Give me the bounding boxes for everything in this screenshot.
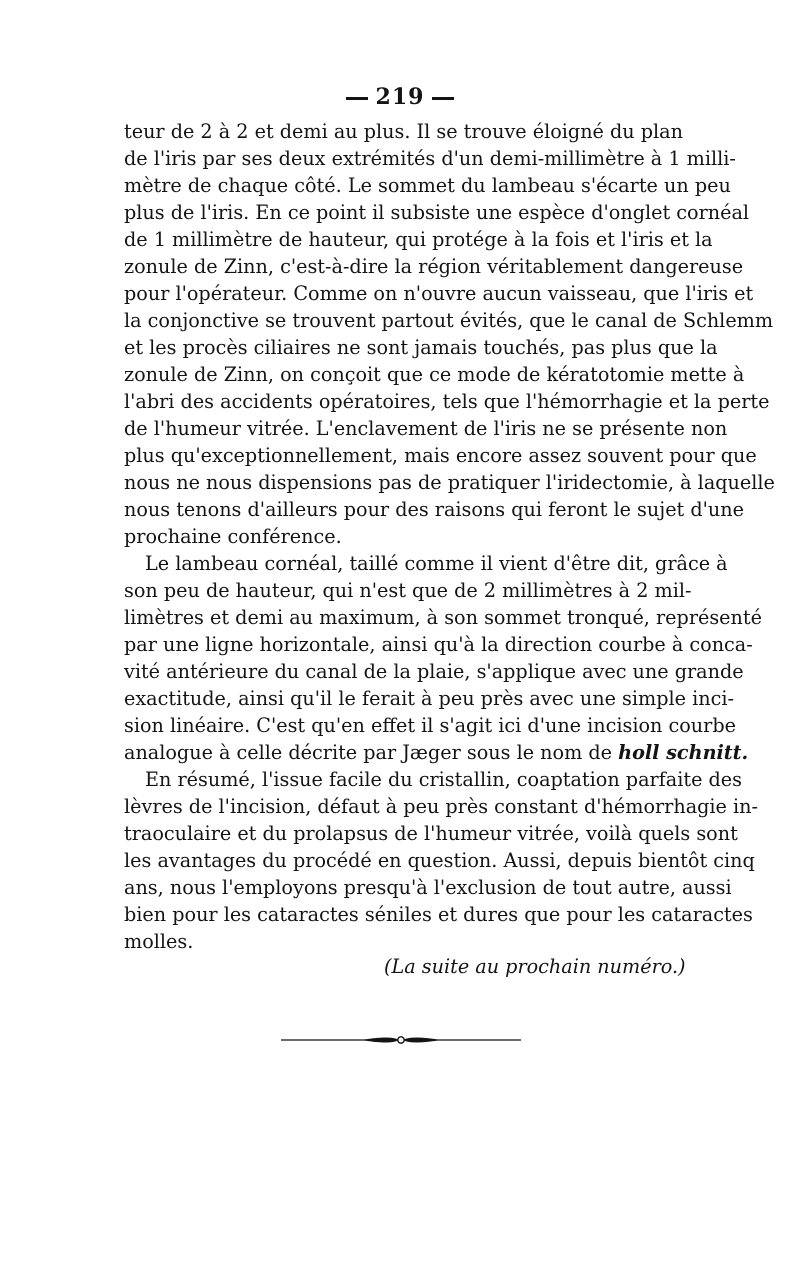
ornamental-rule xyxy=(281,1030,521,1050)
text-line: zonule de Zinn, on conçoit que ce mode de kératotomie mette à xyxy=(124,363,745,386)
text-line: pour l'opérateur. Comme on n'ouvre aucun vaisseau, que l'iris et xyxy=(124,282,754,305)
text-line: bien pour les cataractes séniles et dures que pour les cataractes xyxy=(124,903,753,926)
text-line: exactitude, ainsi qu'il le ferait à peu près avec une simple inci- xyxy=(124,687,734,710)
text-line: traoculaire et du prolapsus de l'humeur vitrée, voilà quels sont xyxy=(124,822,738,845)
text-line: nous tenons d'ailleurs pour des raisons qui feront le sujet d'une xyxy=(124,498,744,521)
text-line: lèvres de l'incision, défaut à peu près constant d'hémorrhagie in- xyxy=(124,795,758,818)
page-number-value: 219 xyxy=(375,84,425,110)
text-line: vité antérieure du canal de la plaie, s'applique avec une grande xyxy=(124,660,744,683)
text-line: teur de 2 à 2 et demi au plus. Il se trouve éloigné du plan xyxy=(124,120,683,143)
text-line: plus qu'exceptionnellement, mais encore assez souvent pour que xyxy=(124,444,757,467)
text-line: molles. xyxy=(124,930,194,953)
page-number-dash-left xyxy=(346,97,368,100)
text-line: de l'iris par ses deux extrémités d'un demi-millimètre à 1 milli- xyxy=(124,147,736,170)
term-holl-schnitt: holl schnitt. xyxy=(618,741,749,764)
text-line: prochaine conférence. xyxy=(124,525,342,548)
continuation-note: (La suite au prochain numéro.) xyxy=(384,955,686,978)
page-number xyxy=(0,84,800,110)
text-line: nous ne nous dispensions pas de pratiquer l'iridectomie, à laquelle xyxy=(124,471,775,494)
text-line: de l'humeur vitrée. L'enclavement de l'iris ne se présente non xyxy=(124,417,728,440)
text-line: l'abri des accidents opératoires, tels que l'hémorrhagie et la perte xyxy=(124,390,770,413)
text-line: limètres et demi au maximum, à son sommet tronqué, représenté xyxy=(124,606,762,629)
text-line: par une ligne horizontale, ainsi qu'à la direction courbe à conca- xyxy=(124,633,753,656)
text-line: ans, nous l'employons presqu'à l'exclusion de tout autre, aussi xyxy=(124,876,732,899)
text-line: En résumé, l'issue facile du cristallin, coaptation parfaite des xyxy=(145,768,743,791)
text-line: sion linéaire. C'est qu'en effet il s'agit ici d'une incision courbe xyxy=(124,714,736,737)
text-line: zonule de Zinn, c'est-à-dire la région véritablement dangereuse xyxy=(124,255,744,278)
text-line: son peu de hauteur, qui n'est que de 2 millimètres à 2 mil- xyxy=(124,579,692,602)
text-line: plus de l'iris. En ce point il subsiste une espèce d'onglet cornéal xyxy=(124,201,750,224)
text-line: et les procès ciliaires ne sont jamais touchés, pas plus que la xyxy=(124,336,718,359)
text-line-with-term xyxy=(124,739,749,766)
text-line: la conjonctive se trouvent partout évités, que le canal de Schlemm xyxy=(124,309,774,332)
text-line: de 1 millimètre de hauteur, qui protége à la fois et l'iris et la xyxy=(124,228,713,251)
text-line: mètre de chaque côté. Le sommet du lambeau s'écarte un peu xyxy=(124,174,731,197)
text-line: Le lambeau cornéal, taillé comme il vient d'être dit, grâce à xyxy=(145,552,728,575)
text-line-lead: analogue à celle décrite par Jæger sous le nom de xyxy=(124,741,613,764)
page-number-dash-right xyxy=(432,97,454,100)
text-line: les avantages du procédé en question. Aussi, depuis bientôt cinq xyxy=(124,849,755,872)
